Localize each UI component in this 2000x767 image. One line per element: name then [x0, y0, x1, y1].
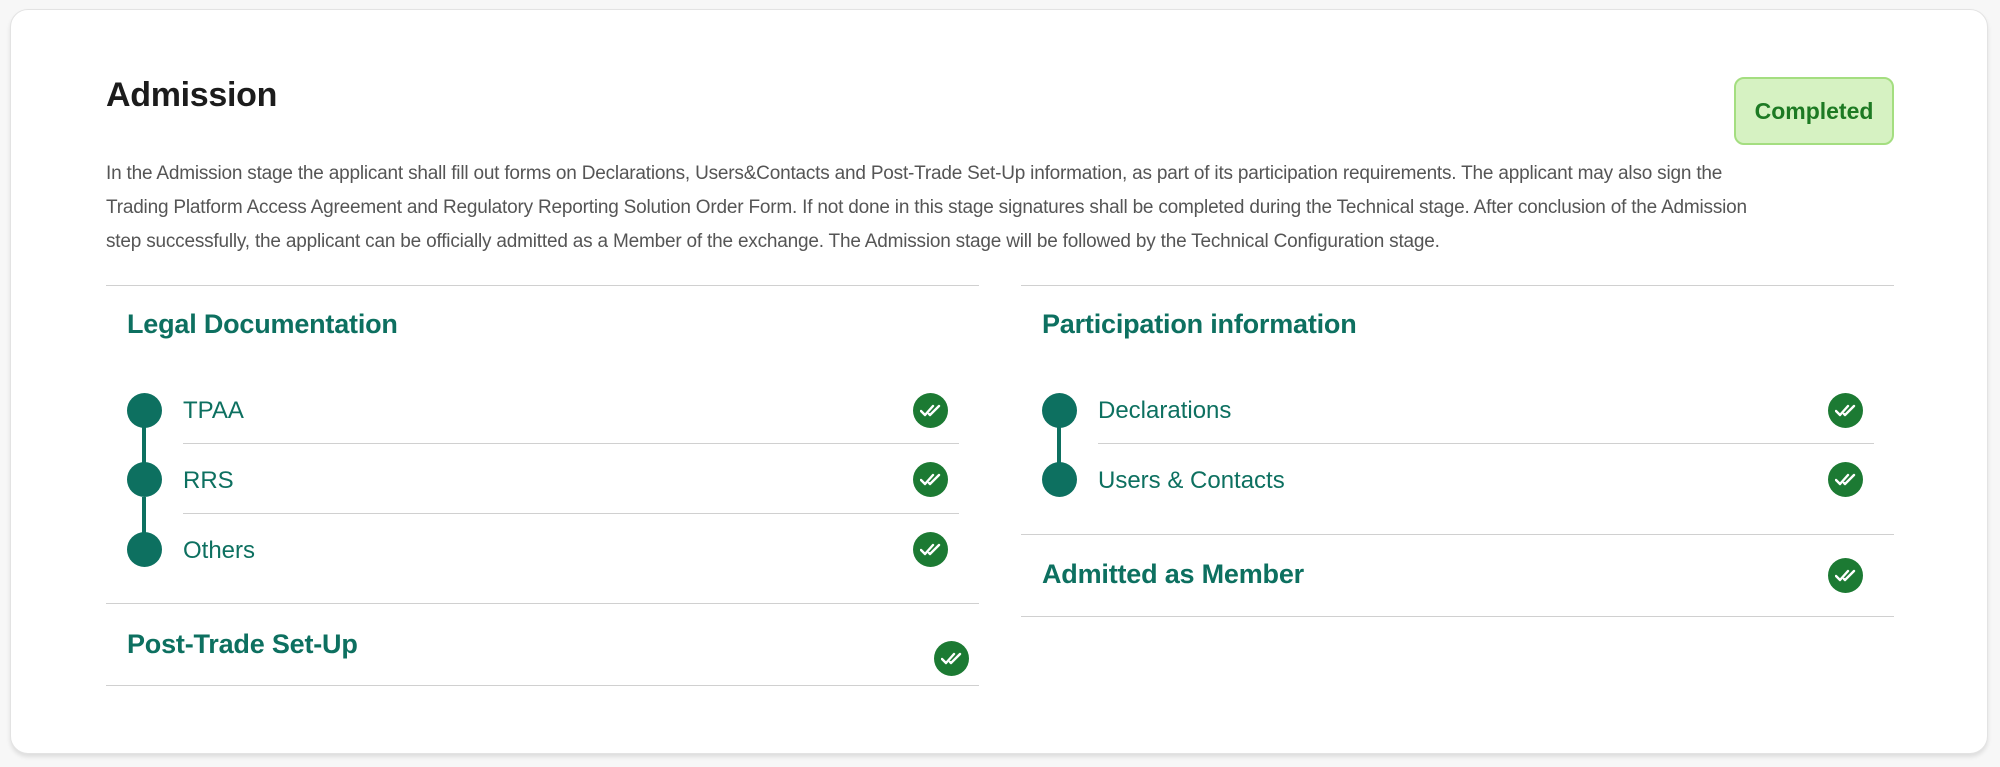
- step-node-icon: [1042, 462, 1077, 497]
- divider: [106, 285, 979, 286]
- post-trade-title[interactable]: Post-Trade Set-Up: [127, 629, 358, 659]
- double-check-icon: [1828, 558, 1863, 593]
- divider: [183, 443, 959, 444]
- divider: [1021, 285, 1894, 286]
- double-check-icon: [913, 462, 948, 497]
- admission-title: Admission: [106, 76, 278, 114]
- status-badge: Completed: [1734, 77, 1894, 145]
- divider: [106, 603, 979, 604]
- admitted-member-title[interactable]: Admitted as Member: [1042, 559, 1304, 589]
- participation-information-title: Participation information: [1042, 309, 1357, 339]
- step-node-icon: [127, 462, 162, 497]
- admission-description: In the Admission stage the applicant shall fill out forms on Declarations, Users&Contacts and Post-Trade Set-Up information, as part of its participation requirements. The applicant may also sign the Trading Platform Access Agreement and Regulatory Reporting Solution Order Form. If not done in this stage signatures shall be completed during the Technical stage. After conclusion of the Admission step successfully, the applicant can be officially admitted as a Member of the exchange. The Admission stage will be followed by the Technical Configuration stage.: [106, 163, 1747, 252]
- double-check-icon: [1828, 462, 1863, 497]
- divider: [1021, 616, 1894, 617]
- step-node-icon: [1042, 393, 1077, 428]
- legal-item-tpaa[interactable]: TPAA: [183, 397, 244, 424]
- divider: [106, 685, 979, 686]
- legal-item-others[interactable]: Others: [183, 537, 256, 564]
- divider: [1098, 443, 1874, 444]
- double-check-icon: [1828, 393, 1863, 428]
- double-check-icon: [934, 641, 969, 676]
- legal-item-rrs[interactable]: RRS: [183, 467, 234, 494]
- step-node-icon: [127, 393, 162, 428]
- step-node-icon: [127, 532, 162, 567]
- divider: [1021, 534, 1894, 535]
- double-check-icon: [913, 393, 948, 428]
- legal-documentation-title: Legal Documentation: [127, 309, 398, 339]
- double-check-icon: [913, 532, 948, 567]
- participation-item-declarations[interactable]: Declarations: [1098, 397, 1232, 424]
- participation-item-users-contacts[interactable]: Users & Contacts: [1098, 467, 1285, 494]
- divider: [183, 513, 959, 514]
